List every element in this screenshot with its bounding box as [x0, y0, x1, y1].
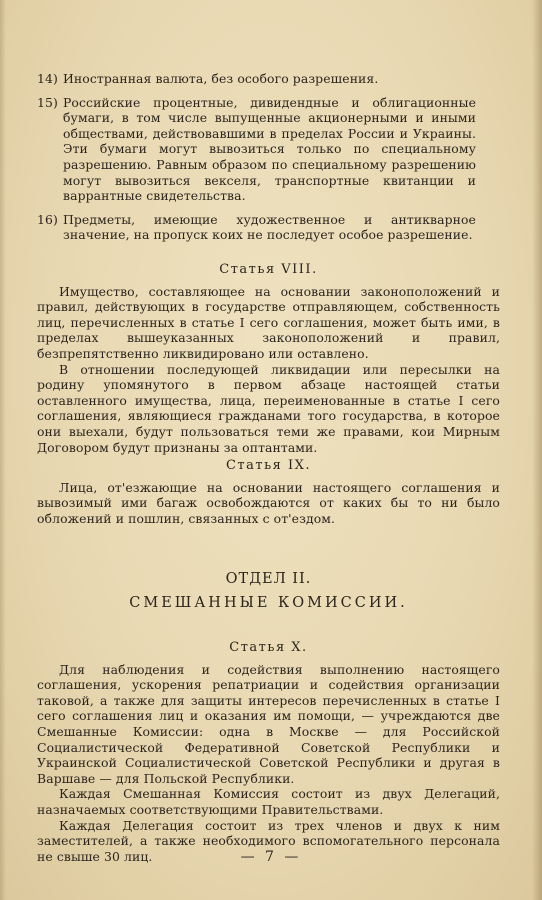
list-item: [37, 71, 500, 87]
section-title: СМЕШАННЫЕ КОМИССИИ.: [129, 594, 408, 611]
page-number: — 7 —: [240, 849, 302, 865]
article-paragraph: Лица, от'езжающие на основании настоящего соглашения и вывозимый ими багаж освобождаются от каких бы то ни было обложений и пошлин, связанных с от'ездом.: [37, 479, 500, 526]
list-item: [37, 95, 500, 204]
article-heading: Статья VIII.: [219, 262, 318, 277]
article-heading: Статья IX.: [225, 458, 311, 473]
items-list: [37, 71, 500, 251]
article-paragraph: Каждая Смешанная Комиссия состоит из двух Делегаций, назначаемых соответствующими Правительствами.: [37, 786, 500, 817]
article-paragraph: Каждая Делегация состоит из трех членов и двух к ним заместителей, а также необходимого вспомогательного персонала не свыше 30 лиц.: [37, 817, 500, 864]
article-paragraph: Для наблюдения и содействия выполнению настоящего соглашения, ускорения репатриации и содействия организации таковой, а также для защиты интересов перечисленных в статье I сего соглашения лиц и оказания им помощи, — учреждаются две Смешанные Комиссии: одна в Москве — для Российской Социалистической Федеративной Советской Республики и Украинской Социалистической Советской Республики и другая в Варшаве — для Польской Республики.: [37, 661, 500, 786]
article-paragraph: Имущество, составляющее на основании законоположений и правил, действующих в государстве отправляющем, собственность лиц, перечисленных в статье I сего соглашения, может быть ими, в пределах вышеуказанных законоположений и правил, безпрепятственно ликвидировано или оставлено.: [37, 283, 500, 361]
item-number: 16): [37, 211, 58, 227]
article-9: [37, 458, 500, 526]
article-heading: Статья X.: [229, 640, 308, 655]
item-text: Российские процентные, дивидендные и облигационные бумаги, в том числе выпущенные акционерными и иными обществами, действовавшими в пределах России и Украины. Эти бумаги могут вывозиться только по специальному разрешению. Равным образом по специальному разрешению могут вывозиться векселя, транспортные квитанции и варрантные свидетельства.: [63, 94, 476, 204]
item-number: 15): [37, 94, 58, 110]
article-8: [37, 262, 500, 455]
section-number: ОТДЕЛ II.: [225, 571, 312, 587]
article-paragraph: В отношении последующей ликвидации или пересылки на родину упомянутого в первом абзаце настоящей статьи оставленного имущества, лица, переименованные в статье I сего соглашения, являющиеся гражданами того государства, в которое они выехали, будут пользоваться теми же правами, кои Мирным Договором будут признаны за оптантами.: [37, 361, 500, 455]
item-text: Предметы, имеющие художественное и антикварное значение, на пропуск коих не последует особое разрешение.: [63, 211, 476, 243]
list-item: [37, 212, 500, 243]
item-number: 14): [37, 71, 58, 86]
item-text: Иностранная валюта, без особого разрешения.: [63, 71, 379, 86]
article-10: [37, 640, 500, 864]
page-edge-shadow-left: [0, 0, 6, 900]
page-edge-shadow-right: [532, 0, 542, 900]
section-header: [37, 572, 500, 611]
